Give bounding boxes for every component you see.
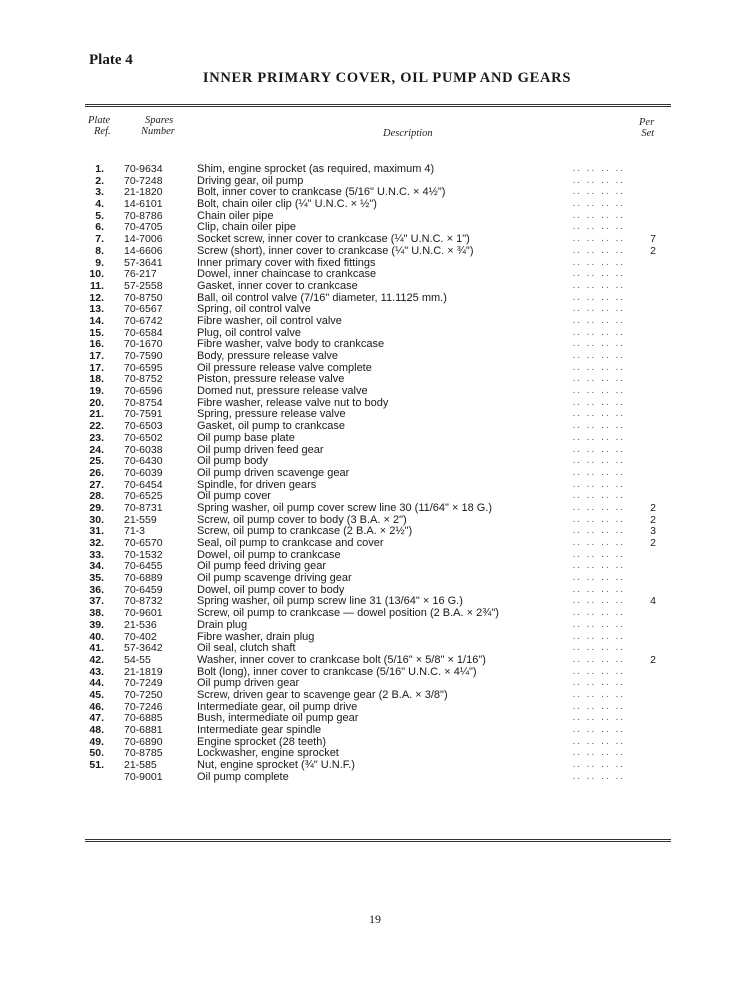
header-spares-label: Spares xyxy=(145,115,174,126)
spares-number: 70-6595 xyxy=(124,361,163,374)
part-description: Intermediate gear, oil pump drive xyxy=(197,700,358,713)
header-spares-number xyxy=(141,115,175,137)
spares-number: 70-6502 xyxy=(124,431,163,444)
quantity-per-set: 2 xyxy=(650,537,656,549)
plate-ref: 10. xyxy=(89,268,104,281)
dot-leaders: .. .. .. .. xyxy=(572,630,625,642)
plate-ref: 12. xyxy=(89,291,104,304)
dot-leaders: .. .. .. .. xyxy=(572,618,625,630)
part-description: Oil pump driven feed gear xyxy=(197,443,324,456)
dot-leaders: .. .. .. .. xyxy=(572,443,625,455)
plate-ref: 51. xyxy=(89,759,104,772)
spares-number: 76-217 xyxy=(124,268,157,281)
header-per-set xyxy=(639,117,654,139)
dot-leaders: .. .. .. .. xyxy=(572,186,625,198)
table-row xyxy=(0,385,750,397)
spares-number: 70-1532 xyxy=(124,548,163,561)
dot-leaders: .. .. .. .. xyxy=(572,174,625,186)
dot-leaders: .. .. .. .. xyxy=(572,712,625,724)
table-row xyxy=(0,198,750,210)
quantity-per-set: 2 xyxy=(650,244,656,257)
table-row xyxy=(0,175,750,187)
part-description: Oil pump cover xyxy=(197,490,271,503)
part-description: Oil pressure release valve complete xyxy=(197,361,372,374)
spares-number: 70-6889 xyxy=(124,572,163,585)
spares-number: 14-6101 xyxy=(124,198,163,211)
part-description: Screw (short), inner cover to crankcase (¼" U.N.C. × ¾") xyxy=(197,244,474,257)
part-description: Bolt (long), inner cover to crankcase (5/16" U.N.C. × 4¼") xyxy=(197,665,477,678)
spares-number: 70-402 xyxy=(124,630,157,643)
dot-leaders: .. .. .. .. xyxy=(572,501,625,513)
dot-leaders: .. .. .. .. xyxy=(572,735,625,747)
dot-leaders: .. .. .. .. xyxy=(572,700,625,712)
spares-number: 21-559 xyxy=(124,513,157,526)
spares-number: 70-6039 xyxy=(124,466,163,479)
part-description: Ball, oil control valve (7/16" diameter, 11.1125 mm.) xyxy=(197,291,447,304)
spares-number: 70-6038 xyxy=(124,443,163,456)
plate-ref: 17. xyxy=(89,361,104,374)
part-description: Bolt, inner cover to crankcase (5/16" U.N.C. × 4½") xyxy=(197,186,446,199)
spares-number: 70-7249 xyxy=(124,677,163,690)
part-description: Spring washer, oil pump cover screw line 30 (11/64" × 18 G.) xyxy=(197,501,493,514)
quantity-per-set: 3 xyxy=(650,525,656,538)
plate-ref: 20. xyxy=(89,396,104,409)
header-description: Description xyxy=(383,128,433,139)
table-row xyxy=(0,747,750,759)
dot-leaders: .. .. .. .. xyxy=(572,665,625,677)
table-row xyxy=(0,292,750,304)
plate-ref: 48. xyxy=(89,724,104,736)
dot-leaders: .. .. .. .. xyxy=(572,747,625,759)
plate-ref: 38. xyxy=(89,607,104,620)
dot-leaders: .. .. .. .. xyxy=(572,338,625,350)
part-description: Fibre washer, valve body to crankcase xyxy=(197,338,385,351)
part-description: Socket screw, inner cover to crankcase (¼" U.N.C. × 1") xyxy=(197,233,470,246)
part-description: Chain oiler pipe xyxy=(197,209,274,222)
spares-number: 57-3642 xyxy=(124,642,163,655)
table-row xyxy=(0,759,750,771)
dot-leaders: .. .. .. .. xyxy=(572,677,625,689)
dot-leaders: .. .. .. .. xyxy=(572,279,625,291)
spares-number: 70-6567 xyxy=(124,303,163,316)
part-description: Lockwasher, engine sprocket xyxy=(197,747,339,760)
table-row xyxy=(0,280,750,292)
table-row xyxy=(0,420,750,432)
dot-leaders: .. .. .. .. xyxy=(572,326,625,338)
part-description: Fibre washer, release valve nut to body xyxy=(197,396,389,409)
dot-leaders: .. .. .. .. xyxy=(572,653,625,665)
spares-number: 70-9601 xyxy=(124,607,163,620)
plate-ref: 26. xyxy=(89,466,104,479)
spares-number: 14-7006 xyxy=(124,233,163,246)
plate-ref: 28. xyxy=(89,490,104,503)
table-row xyxy=(0,210,750,222)
part-description: Oil pump base plate xyxy=(197,431,295,444)
spares-number: 70-6455 xyxy=(124,560,163,573)
table-row xyxy=(0,397,750,409)
top-rule-double xyxy=(85,106,671,107)
table-row xyxy=(0,631,750,643)
header-plate-ref xyxy=(88,115,111,137)
dot-leaders: .. .. .. .. xyxy=(572,314,625,326)
dot-leaders: .. .. .. .. xyxy=(572,525,625,537)
dot-leaders: .. .. .. .. xyxy=(572,303,625,315)
plate-ref: 43. xyxy=(89,665,104,678)
header-plate-label: Plate xyxy=(88,115,111,126)
spares-number: 70-6596 xyxy=(124,385,163,398)
table-row xyxy=(0,163,750,175)
plate-ref: 5. xyxy=(95,209,104,222)
quantity-per-set: 7 xyxy=(650,233,656,246)
table-row xyxy=(0,479,750,491)
dot-leaders: .. .. .. .. xyxy=(572,431,625,443)
table-row xyxy=(0,701,750,713)
dot-leaders: .. .. .. .. xyxy=(572,572,625,584)
part-description: Seal, oil pump to crankcase and cover xyxy=(197,537,384,549)
dot-leaders: .. .. .. .. xyxy=(572,350,625,361)
table-row xyxy=(0,327,750,339)
table-row xyxy=(0,315,750,327)
plate-ref: 45. xyxy=(89,688,104,701)
part-description: Shim, engine sprocket (as required, maximum 4) xyxy=(197,163,435,175)
plate-ref: 3. xyxy=(95,186,104,199)
part-description: Screw, oil pump cover to body (3 B.A. × 2") xyxy=(197,513,407,526)
bottom-rule xyxy=(85,839,671,840)
spares-number: 71-3 xyxy=(124,525,146,538)
spares-number: 70-8750 xyxy=(124,291,163,304)
part-description: Screw, driven gear to scavenge gear (2 B.A. × 3/8") xyxy=(197,688,448,701)
part-description: Inner primary cover with fixed fittings xyxy=(197,256,376,269)
dot-leaders: .. .. .. .. xyxy=(572,642,625,654)
plate-ref: 23. xyxy=(89,431,104,444)
dot-leaders: .. .. .. .. xyxy=(572,537,625,548)
spares-number: 70-6584 xyxy=(124,326,163,339)
part-description: Bush, intermediate oil pump gear xyxy=(197,712,359,725)
table-row xyxy=(0,408,750,420)
dot-leaders: .. .. .. .. xyxy=(572,548,625,560)
dot-leaders: .. .. .. .. xyxy=(572,408,625,420)
part-description: Intermediate gear spindle xyxy=(197,724,322,736)
table-row xyxy=(0,514,750,526)
part-description: Spindle, for driven gears xyxy=(197,478,317,491)
dot-leaders: .. .. .. .. xyxy=(572,396,625,408)
spares-number: 70-6459 xyxy=(124,583,163,596)
dot-leaders: .. .. .. .. xyxy=(572,560,625,572)
part-description: Driving gear, oil pump xyxy=(197,174,304,187)
table-row xyxy=(0,771,750,783)
table-row xyxy=(0,677,750,689)
dot-leaders: .. .. .. .. xyxy=(572,583,625,595)
plate-ref: 34. xyxy=(89,560,104,573)
part-description: Screw, oil pump to crankcase — dowel position (2 B.A. × 2¾") xyxy=(197,607,499,620)
dot-leaders: .. .. .. .. xyxy=(572,244,625,256)
plate-ref: 14. xyxy=(89,314,104,327)
spares-number: 57-2558 xyxy=(124,279,163,292)
table-row xyxy=(0,268,750,280)
plate-ref: 37. xyxy=(89,595,104,608)
table-row xyxy=(0,186,750,198)
table-row xyxy=(0,525,750,537)
spares-number: 70-6454 xyxy=(124,478,163,491)
dot-leaders: .. .. .. .. xyxy=(572,385,625,397)
dot-leaders: .. .. .. .. xyxy=(572,233,625,245)
dot-leaders: .. .. .. .. xyxy=(572,361,625,373)
table-row xyxy=(0,549,750,561)
table-row xyxy=(0,724,750,736)
plate-ref: 2. xyxy=(95,174,104,187)
spares-number: 70-8732 xyxy=(124,595,163,608)
dot-leaders: .. .. .. .. xyxy=(572,688,625,700)
plate-ref: 35. xyxy=(89,572,104,585)
plate-ref: 41. xyxy=(89,642,104,655)
table-row xyxy=(0,584,750,596)
plate-ref: 11. xyxy=(89,279,104,292)
part-description: Spring washer, oil pump screw line 31 (13/64" × 16 G.) xyxy=(197,595,463,608)
spares-number: 70-8731 xyxy=(124,501,163,514)
part-description: Domed nut, pressure release valve xyxy=(197,385,368,398)
spares-number: 70-7246 xyxy=(124,700,163,713)
table-row xyxy=(0,233,750,245)
part-description: Oil seal, clutch shaft xyxy=(197,642,296,655)
dot-leaders: .. .. .. .. xyxy=(572,420,625,432)
header-ref-label: Ref. xyxy=(94,126,111,137)
table-row xyxy=(0,689,750,701)
part-description: Dowel, inner chaincase to crankcase xyxy=(197,268,377,281)
part-description: Spring, oil control valve xyxy=(197,303,311,316)
quantity-per-set: 2 xyxy=(650,653,656,666)
part-description: Fibre washer, oil control valve xyxy=(197,314,342,327)
spares-number: 54-55 xyxy=(124,653,151,666)
part-description: Oil pump scavenge driving gear xyxy=(197,572,352,585)
dot-leaders: .. .. .. .. xyxy=(572,759,625,771)
plate-ref: 1. xyxy=(95,163,104,175)
table-row xyxy=(0,712,750,724)
table-row xyxy=(0,221,750,233)
spares-number: 70-4705 xyxy=(124,221,163,234)
spares-number: 70-9634 xyxy=(124,163,163,175)
part-description: Piston, pressure release valve xyxy=(197,373,345,386)
part-description: Dowel, oil pump to crankcase xyxy=(197,548,341,561)
plate-ref: 21. xyxy=(89,408,104,421)
dot-leaders: .. .. .. .. xyxy=(572,268,625,280)
dot-leaders: .. .. .. .. xyxy=(572,221,625,233)
plate-ref: 19. xyxy=(89,385,104,398)
part-description: Bolt, chain oiler clip (¼" U.N.C. × ½") xyxy=(197,198,377,211)
table-row xyxy=(0,373,750,385)
part-description: Nut, engine sprocket (¾" U.N.F.) xyxy=(197,759,355,772)
plate-ref: 42. xyxy=(89,653,104,666)
header-number-label: Number xyxy=(141,126,175,137)
part-description: Clip, chain oiler pipe xyxy=(197,221,297,234)
dot-leaders: .. .. .. .. xyxy=(572,466,625,478)
table-row xyxy=(0,303,750,315)
table-row xyxy=(0,490,750,502)
table-row xyxy=(0,595,750,607)
dot-leaders: .. .. .. .. xyxy=(572,490,625,502)
plate-ref: 9. xyxy=(95,256,104,269)
dot-leaders: .. .. .. .. xyxy=(572,770,625,782)
plate-ref: 46. xyxy=(89,700,104,713)
table-row xyxy=(0,362,750,374)
plate-ref: 49. xyxy=(89,735,104,748)
plate-ref: 13. xyxy=(89,303,104,316)
dot-leaders: .. .. .. .. xyxy=(572,595,625,607)
part-description: Gasket, inner cover to crankcase xyxy=(197,279,358,292)
plate-ref: 16. xyxy=(89,338,104,351)
table-row xyxy=(0,257,750,269)
spares-number: 21-536 xyxy=(124,618,157,631)
spares-number: 70-8786 xyxy=(124,209,163,222)
plate-ref: 33. xyxy=(89,548,104,561)
plate-ref: 6. xyxy=(95,221,104,234)
table-row xyxy=(0,245,750,257)
spares-number: 57-3641 xyxy=(124,256,163,269)
part-description: Drain plug xyxy=(197,618,248,631)
dot-leaders: .. .. .. .. xyxy=(572,256,625,268)
part-description: Spring, pressure release valve xyxy=(197,408,346,421)
part-description: Dowel, oil pump cover to body xyxy=(197,583,345,596)
table-row xyxy=(0,502,750,514)
spares-number: 70-6430 xyxy=(124,455,163,468)
dot-leaders: .. .. .. .. xyxy=(572,291,625,303)
part-description: Oil pump driven gear xyxy=(197,677,300,690)
plate-ref: 4. xyxy=(95,198,104,211)
table-row xyxy=(0,444,750,456)
table-row xyxy=(0,572,750,584)
quantity-per-set: 4 xyxy=(650,595,656,608)
part-description: Screw, oil pump to crankcase (2 B.A. × 2½") xyxy=(197,525,413,538)
spares-number: 14-6606 xyxy=(124,244,163,257)
plate-ref: 44. xyxy=(89,677,104,690)
part-description: Oil pump feed driving gear xyxy=(197,560,327,573)
page-number: 19 xyxy=(369,912,381,926)
dot-leaders: .. .. .. .. xyxy=(572,513,625,525)
dot-leaders: .. .. .. .. xyxy=(572,209,625,221)
table-row xyxy=(0,666,750,678)
part-description: Oil pump body xyxy=(197,455,268,468)
part-description: Plug, oil control valve xyxy=(197,326,301,339)
plate-ref: 36. xyxy=(89,583,104,596)
quantity-per-set: 2 xyxy=(650,501,656,514)
top-rule xyxy=(85,104,671,105)
table-row xyxy=(0,350,750,362)
part-description: Gasket, oil pump to crankcase xyxy=(197,420,345,433)
plate-label: Plate 4 xyxy=(89,52,133,68)
table-row xyxy=(0,654,750,666)
dot-leaders: .. .. .. .. xyxy=(572,373,625,385)
plate-ref: 40. xyxy=(89,630,104,643)
spares-number: 70-7250 xyxy=(124,688,163,701)
table-row xyxy=(0,619,750,631)
plate-ref: 15. xyxy=(89,326,104,339)
spares-number: 21-1819 xyxy=(124,665,163,678)
plate-ref: 22. xyxy=(89,420,104,433)
dot-leaders: .. .. .. .. xyxy=(572,724,625,735)
spares-number: 70-6742 xyxy=(124,314,163,327)
dot-leaders: .. .. .. .. xyxy=(572,163,625,174)
table-row xyxy=(0,338,750,350)
plate-ref: 39. xyxy=(89,618,104,631)
spares-number: 70-6525 xyxy=(124,490,163,503)
plate-ref: 18. xyxy=(89,373,104,386)
dot-leaders: .. .. .. .. xyxy=(572,198,625,210)
table-row xyxy=(0,537,750,549)
spares-number: 70-8785 xyxy=(124,747,163,760)
page-title: INNER PRIMARY COVER, OIL PUMP AND GEARS xyxy=(202,70,572,86)
quantity-per-set: 2 xyxy=(650,513,656,526)
plate-ref: 25. xyxy=(89,455,104,468)
spares-number: 70-6570 xyxy=(124,537,163,549)
plate-ref: 24. xyxy=(89,443,104,456)
part-description: Body, pressure release valve xyxy=(197,350,339,362)
part-description: Washer, inner cover to crankcase bolt (5/16" × 5/8" × 1/16") xyxy=(197,653,486,666)
plate-ref: 17. xyxy=(89,350,104,362)
part-description: Engine sprocket (28 teeth) xyxy=(197,735,327,748)
spares-number: 70-8752 xyxy=(124,373,163,386)
table-row xyxy=(0,607,750,619)
spares-number: 70-6890 xyxy=(124,735,163,748)
plate-ref: 27. xyxy=(89,478,104,491)
table-row xyxy=(0,432,750,444)
dot-leaders: .. .. .. .. xyxy=(572,455,625,467)
table-row xyxy=(0,560,750,572)
plate-ref: 31. xyxy=(89,525,104,538)
header-per-label: Per xyxy=(639,117,655,128)
spares-number: 70-9001 xyxy=(124,770,163,783)
spares-number: 70-7248 xyxy=(124,174,163,187)
plate-ref: 7. xyxy=(95,233,104,246)
dot-leaders: .. .. .. .. xyxy=(572,607,625,619)
part-description: Oil pump driven scavenge gear xyxy=(197,466,350,479)
plate-ref: 47. xyxy=(89,712,104,725)
spares-number: 70-8754 xyxy=(124,396,163,409)
table-row xyxy=(0,455,750,467)
plate-ref: 29. xyxy=(89,501,104,514)
table-row xyxy=(0,642,750,654)
part-description: Oil pump complete xyxy=(197,770,289,783)
spares-number: 70-7591 xyxy=(124,408,163,421)
plate-ref: 8. xyxy=(95,244,104,257)
parts-list xyxy=(0,163,750,782)
spares-number: 70-1670 xyxy=(124,338,163,351)
bottom-rule-double xyxy=(85,841,671,842)
dot-leaders: .. .. .. .. xyxy=(572,478,625,490)
spares-number: 70-7590 xyxy=(124,350,163,362)
spares-number: 21-1820 xyxy=(124,186,163,199)
plate-ref: 30. xyxy=(89,513,104,526)
spares-number: 70-6881 xyxy=(124,724,163,736)
plate-ref: 50. xyxy=(89,747,104,760)
spares-number: 21-585 xyxy=(124,759,157,772)
plate-ref: 32. xyxy=(89,537,104,549)
spares-number: 70-6885 xyxy=(124,712,163,725)
spares-number: 70-6503 xyxy=(124,420,163,433)
table-row xyxy=(0,736,750,748)
table-row xyxy=(0,467,750,479)
header-set-label: Set xyxy=(641,128,655,139)
part-description: Fibre washer, drain plug xyxy=(197,630,315,643)
